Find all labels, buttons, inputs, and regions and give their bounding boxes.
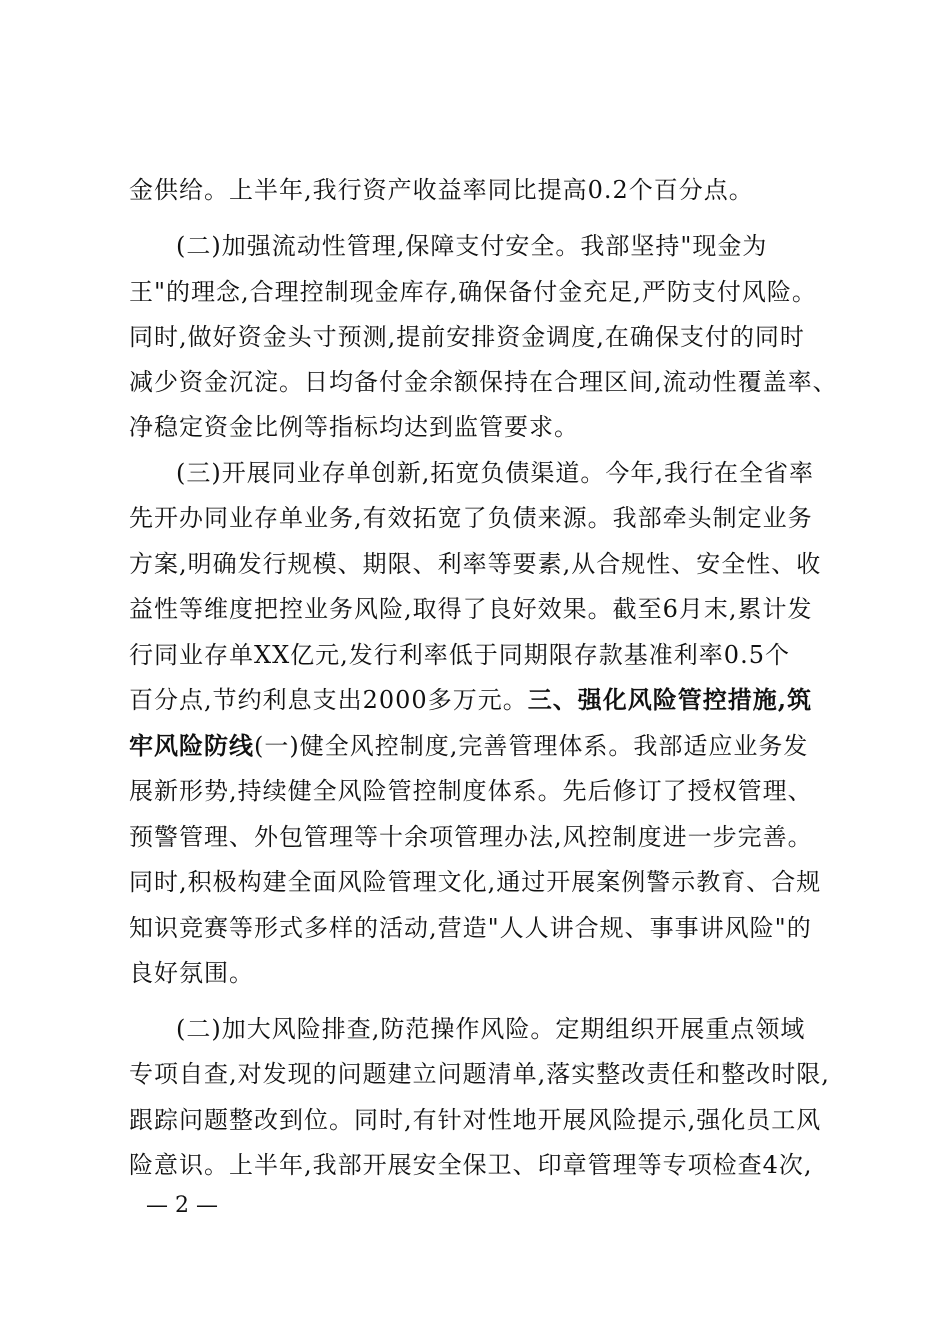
text-line-10: 益性等维度把控业务风险,取得了良好效果。截至6月末,累计发 [129, 595, 813, 623]
text-line-8: 先开办同业存单业务,有效拓宽了负债来源。我部牵头制定业务 [129, 504, 813, 532]
text-line-19: (二)加大风险排查,防范操作风险。定期组织开展重点领域 [176, 1015, 806, 1043]
section-heading-3: 三、强化风险管控措施,筑 [527, 685, 813, 714]
text-line-20: 专项自查,对发现的问题建立问题清单,落实整改责任和整改时限, [129, 1060, 830, 1088]
text-line-12 [129, 685, 849, 715]
text-line-13 [129, 731, 849, 761]
section-heading-3-cont: 牢风险防线 [129, 731, 254, 760]
text-line-16: 同时,积极构建全面风险管理文化,通过开展案例警示教育、合规 [129, 868, 822, 896]
text-segment: 百分点,节约利息支出2000多万元。 [129, 686, 528, 714]
text-segment: (一)健全风控制度,完善管理体系。我部适应业务发 [254, 732, 809, 760]
text-line-7: (三)开展同业存单创新,拓宽负债渠道。今年,我行在全省率 [176, 459, 814, 487]
text-line-6: 净稳定资金比例等指标均达到监管要求。 [129, 413, 579, 441]
text-line-5: 减少资金沉淀。日均备付金余额保持在合理区间,流动性覆盖率、 [129, 368, 838, 396]
text-line-3: 王"的理念,合理控制现金库存,确保备付金充足,严防支付风险。 [129, 278, 817, 306]
text-line-18: 良好氛围。 [129, 959, 254, 987]
text-line-21: 跟踪问题整改到位。同时,有针对性地开展风险提示,强化员工风 [129, 1106, 822, 1134]
text-line-17: 知识竞赛等形式多样的活动,营造"人人讲合规、事事讲风险"的 [129, 914, 812, 942]
page-number: — 2 — [146, 1193, 218, 1218]
text-line-15: 预警管理、外包管理等十余项管理办法,风控制度进一步完善。 [129, 823, 813, 851]
text-line-22: 险意识。上半年,我部开展安全保卫、印章管理等专项检查4次, [129, 1151, 813, 1179]
text-line-11: 行同业存单XX亿元,发行利率低于同期限存款基准利率0.5个 [129, 641, 790, 669]
text-line-4: 同时,做好资金头寸预测,提前安排资金调度,在确保支付的同时 [129, 323, 805, 351]
text-line-9: 方案,明确发行规模、期限、利率等要素,从合规性、安全性、收 [129, 550, 822, 578]
text-line-14: 展新形势,持续健全风险管控制度体系。先后修订了授权管理、 [129, 777, 813, 805]
text-line-1: 金供给。上半年,我行资产收益率同比提高0.2个百分点。 [129, 176, 754, 204]
text-line-2: (二)加强流动性管理,保障支付安全。我部坚持"现金为 [176, 232, 768, 260]
